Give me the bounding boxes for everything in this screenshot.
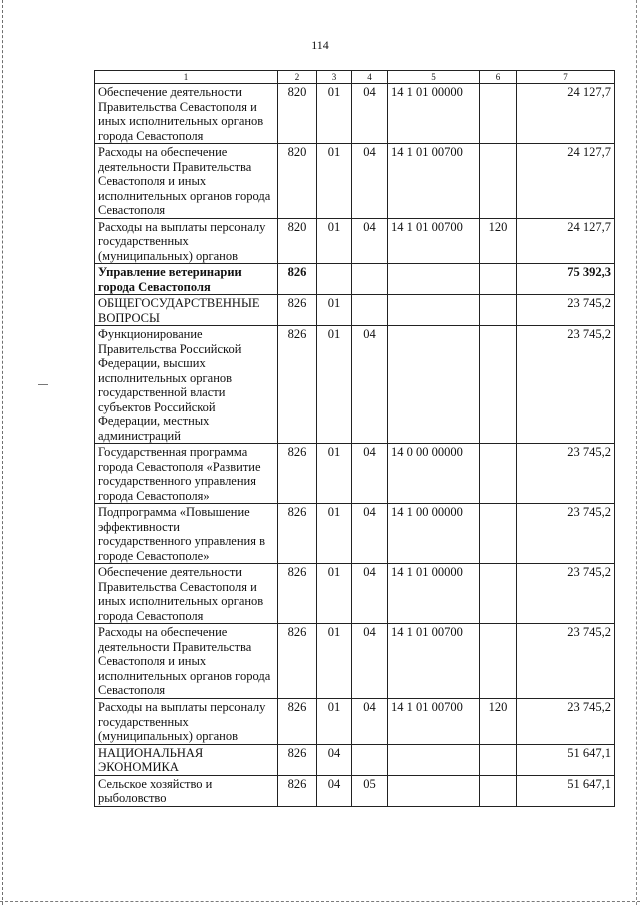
department-code-cell: 820	[278, 218, 317, 264]
page-number: 114	[311, 38, 329, 52]
table-row	[95, 564, 615, 624]
table-row	[95, 144, 615, 219]
table-header-row	[95, 71, 615, 84]
expense-type-cell	[480, 264, 517, 295]
subsection-code-cell: 04	[352, 624, 388, 699]
table-row	[95, 218, 615, 264]
target-article-cell: 14 1 01 00700	[388, 144, 480, 219]
target-article-cell: 14 1 00 00000	[388, 504, 480, 564]
expense-type-cell	[480, 444, 517, 504]
subsection-code-cell	[352, 744, 388, 775]
amount-cell: 23 745,2	[517, 295, 615, 326]
row-name-cell: Расходы на обеспечение деятельности Правительства Севастополя и иных исполнительных органов города Севастополя	[95, 624, 278, 699]
department-code-cell: 820	[278, 84, 317, 144]
department-code-cell: 826	[278, 295, 317, 326]
subsection-code-cell: 04	[352, 699, 388, 745]
subsection-code-cell	[352, 295, 388, 326]
target-article-cell	[388, 264, 480, 295]
expense-type-cell	[480, 744, 517, 775]
expense-type-cell: 120	[480, 218, 517, 264]
section-code-cell: 01	[317, 564, 352, 624]
amount-cell: 23 745,2	[517, 564, 615, 624]
subsection-code-cell: 04	[352, 144, 388, 219]
row-name-cell: Расходы на выплаты персоналу государственных (муниципальных) органов	[95, 218, 278, 264]
amount-cell: 24 127,7	[517, 84, 615, 144]
section-code-cell: 01	[317, 84, 352, 144]
expense-type-cell: 120	[480, 699, 517, 745]
row-name-cell: Расходы на выплаты персоналу государственных (муниципальных) органов	[95, 699, 278, 745]
table-row	[95, 699, 615, 745]
section-code-cell: 01	[317, 218, 352, 264]
section-code-cell: 01	[317, 624, 352, 699]
expense-type-cell	[480, 775, 517, 806]
amount-cell: 23 745,2	[517, 504, 615, 564]
scan-edge-bottom	[0, 901, 640, 902]
row-name-cell: Подпрограмма «Повышение эффективности государственного управления в городе Севастополе»	[95, 504, 278, 564]
subsection-code-cell: 05	[352, 775, 388, 806]
header-cell: 1	[95, 71, 278, 84]
section-code-cell: 01	[317, 144, 352, 219]
target-article-cell: 14 1 01 00700	[388, 624, 480, 699]
subsection-code-cell: 04	[352, 504, 388, 564]
expense-type-cell	[480, 84, 517, 144]
department-code-cell: 826	[278, 564, 317, 624]
target-article-cell	[388, 744, 480, 775]
header-cell: 6	[480, 71, 517, 84]
row-name-cell: Сельское хозяйство и рыболовство	[95, 775, 278, 806]
department-code-cell: 826	[278, 444, 317, 504]
target-article-cell	[388, 775, 480, 806]
section-code-cell: 04	[317, 744, 352, 775]
target-article-cell: 14 0 00 00000	[388, 444, 480, 504]
scan-edge-right	[636, 0, 637, 905]
subsection-code-cell: 04	[352, 84, 388, 144]
section-code-cell: 01	[317, 295, 352, 326]
expense-type-cell	[480, 144, 517, 219]
department-code-cell: 826	[278, 775, 317, 806]
expense-type-cell	[480, 326, 517, 444]
table-row	[95, 744, 615, 775]
row-name-cell: Функционирование Правительства Российской Федерации, высших исполнительных органов государственной власти субъектов Российской Федерации, местных администраций	[95, 326, 278, 444]
scan-edge-left	[2, 0, 3, 905]
table-row	[95, 264, 615, 295]
expense-type-cell	[480, 564, 517, 624]
header-cell: 7	[517, 71, 615, 84]
table-row	[95, 295, 615, 326]
row-name-cell: НАЦИОНАЛЬНАЯ ЭКОНОМИКА	[95, 744, 278, 775]
department-code-cell: 826	[278, 264, 317, 295]
department-code-cell: 826	[278, 504, 317, 564]
row-name-cell: Расходы на обеспечение деятельности Правительства Севастополя и иных исполнительных органов города Севастополя	[95, 144, 278, 219]
target-article-cell	[388, 326, 480, 444]
department-code-cell: 826	[278, 326, 317, 444]
expense-type-cell	[480, 504, 517, 564]
row-name-cell: Государственная программа города Севастополя «Развитие государственного управления города Севастополя»	[95, 444, 278, 504]
table-row	[95, 84, 615, 144]
budget-table	[94, 70, 615, 807]
row-name-cell: Обеспечение деятельности Правительства Севастополя и иных исполнительных органов города Севастополя	[95, 564, 278, 624]
table-row	[95, 444, 615, 504]
section-code-cell: 01	[317, 504, 352, 564]
section-code-cell: 01	[317, 326, 352, 444]
target-article-cell: 14 1 01 00000	[388, 564, 480, 624]
table-row	[95, 326, 615, 444]
amount-cell: 24 127,7	[517, 144, 615, 219]
header-cell: 4	[352, 71, 388, 84]
table-row	[95, 775, 615, 806]
subsection-code-cell	[352, 264, 388, 295]
table-row	[95, 624, 615, 699]
amount-cell: 51 647,1	[517, 775, 615, 806]
department-code-cell: 820	[278, 144, 317, 219]
amount-cell: 24 127,7	[517, 218, 615, 264]
amount-cell: 75 392,3	[517, 264, 615, 295]
row-name-cell: ОБЩЕГОСУДАРСТВЕННЫЕ ВОПРОСЫ	[95, 295, 278, 326]
target-article-cell: 14 1 01 00000	[388, 84, 480, 144]
amount-cell: 51 647,1	[517, 744, 615, 775]
section-code-cell: 01	[317, 444, 352, 504]
subsection-code-cell: 04	[352, 218, 388, 264]
header-cell: 3	[317, 71, 352, 84]
target-article-cell: 14 1 01 00700	[388, 699, 480, 745]
subsection-code-cell: 04	[352, 326, 388, 444]
department-code-cell: 826	[278, 699, 317, 745]
header-cell: 2	[278, 71, 317, 84]
expense-type-cell	[480, 624, 517, 699]
margin-mark	[38, 384, 48, 385]
header-cell: 5	[388, 71, 480, 84]
row-name-cell: Управление ветеринарии города Севастополя	[95, 264, 278, 295]
section-code-cell: 04	[317, 775, 352, 806]
expense-type-cell	[480, 295, 517, 326]
target-article-cell	[388, 295, 480, 326]
section-code-cell	[317, 264, 352, 295]
amount-cell: 23 745,2	[517, 699, 615, 745]
table-row	[95, 504, 615, 564]
amount-cell: 23 745,2	[517, 444, 615, 504]
row-name-cell: Обеспечение деятельности Правительства Севастополя и иных исполнительных органов города Севастополя	[95, 84, 278, 144]
department-code-cell: 826	[278, 624, 317, 699]
target-article-cell: 14 1 01 00700	[388, 218, 480, 264]
department-code-cell: 826	[278, 744, 317, 775]
amount-cell: 23 745,2	[517, 326, 615, 444]
subsection-code-cell: 04	[352, 444, 388, 504]
section-code-cell: 01	[317, 699, 352, 745]
amount-cell: 23 745,2	[517, 624, 615, 699]
subsection-code-cell: 04	[352, 564, 388, 624]
